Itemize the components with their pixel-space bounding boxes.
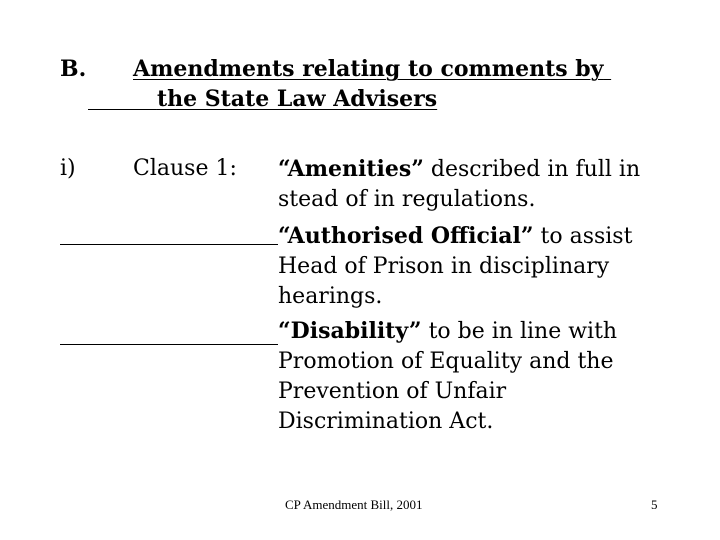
page-number: 5 bbox=[651, 497, 658, 512]
footer-title: CP Amendment Bill, 2001 bbox=[285, 497, 423, 512]
entry-disability-line1 bbox=[278, 316, 617, 347]
entry-amenities-line1 bbox=[278, 154, 640, 185]
entry-authorised-line2: Head of Prison in disciplinary bbox=[278, 254, 610, 279]
section-title bbox=[133, 54, 611, 84]
entry-amenities bbox=[278, 154, 640, 215]
entry-term: “Disability” bbox=[278, 318, 422, 344]
section-title-line1: Amendments relating to comments by bbox=[133, 56, 604, 82]
entry-text: described in full in bbox=[423, 157, 641, 182]
entry-authorised-line3: hearings. bbox=[278, 284, 383, 309]
clause-label: Clause 1: bbox=[133, 156, 237, 181]
section-title-line2: the State Law Advisers bbox=[156, 86, 438, 112]
section-title-line2-wrap bbox=[88, 84, 437, 114]
entry-term: “Authorised Official” bbox=[278, 223, 534, 249]
divider-rule bbox=[60, 344, 278, 345]
entry-text: to assist bbox=[533, 224, 633, 249]
entry-disability-line3: Prevention of Unfair bbox=[278, 379, 507, 404]
item-number: i) bbox=[60, 156, 76, 181]
entry-authorised-official bbox=[278, 221, 632, 312]
entry-text: to be in line with bbox=[421, 319, 618, 344]
entry-amenities-line2: stead of in regulations. bbox=[278, 187, 536, 212]
entry-term: “Amenities” bbox=[278, 156, 424, 182]
entry-disability bbox=[278, 316, 617, 437]
divider-rule bbox=[60, 244, 278, 245]
heading-underline-lead bbox=[88, 86, 157, 112]
section-label: B. bbox=[60, 56, 87, 82]
entry-authorised-line1 bbox=[278, 221, 632, 252]
heading-underline-trail bbox=[603, 56, 611, 82]
entry-disability-line2: Promotion of Equality and the bbox=[278, 349, 614, 374]
entry-disability-line4: Discrimination Act. bbox=[278, 409, 494, 434]
